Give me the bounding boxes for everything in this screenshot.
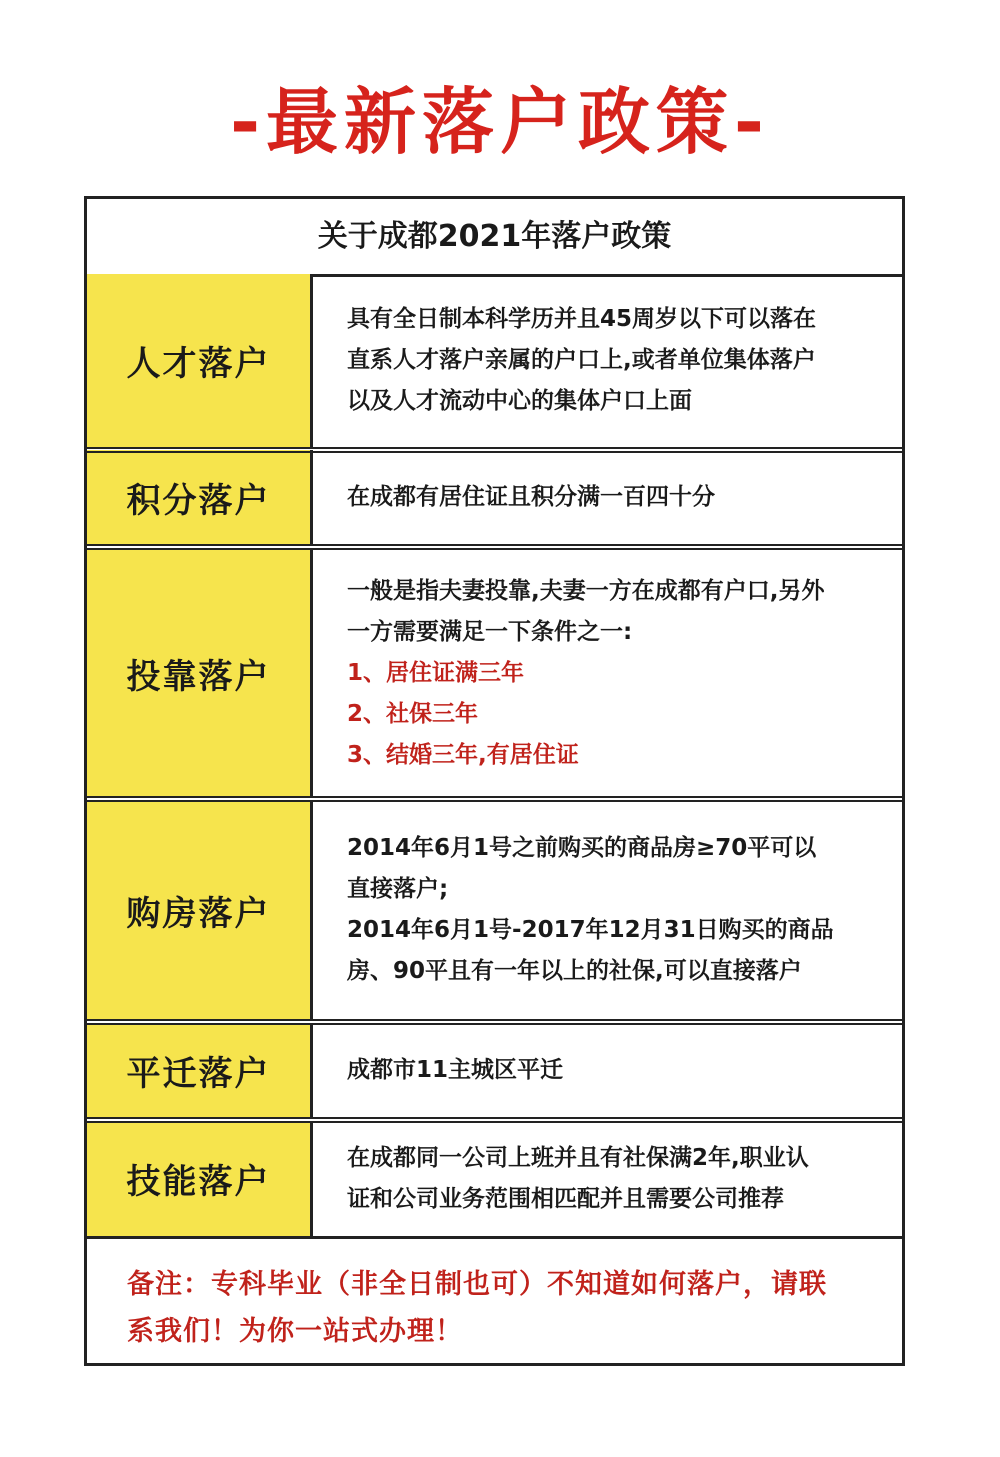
table-row (87, 274, 902, 447)
row-divider (87, 1019, 902, 1025)
row-content (313, 274, 902, 447)
headline: -最新落户政策- (230, 80, 770, 164)
content-line: 2014年6月1号-2017年12月31日购买的商品 (347, 917, 834, 943)
row-label: 投靠落户 (87, 549, 313, 797)
content-line: 一方需要满足一下条件之一: (347, 618, 633, 645)
content-line: 在成都同一公司上班并且有社保满2年,职业认 (347, 1144, 809, 1171)
row-content (313, 1121, 902, 1236)
table-row (87, 800, 902, 1020)
content-line: 一般是指夫妻投靠,夫妻一方在成都有户口,另外 (347, 577, 825, 604)
row-content (313, 549, 902, 797)
condition-item: 2、社保三年 (347, 700, 479, 727)
content-line: 直系人才落户亲属的户口上,或者单位集体落户 (347, 347, 816, 373)
remark-note (87, 1239, 902, 1363)
policy-table (84, 196, 905, 1366)
content-line: 在成都有居住证且积分满一百四十分 (347, 484, 715, 510)
table-row (87, 549, 902, 797)
row-divider (87, 796, 902, 802)
row-content (313, 800, 902, 1020)
content-line: 房、90平且有一年以上的社保,可以直接落户 (347, 958, 802, 984)
row-label: 积分落户 (87, 450, 313, 545)
row-divider (87, 544, 902, 550)
condition-item: 3、结婚三年,有居住证 (347, 741, 579, 768)
row-divider (87, 1117, 902, 1123)
content-line: 成都市11主城区平迁 (347, 1057, 564, 1083)
content-line: 证和公司业务范围相匹配并且需要公司推荐 (347, 1185, 784, 1212)
row-label: 平迁落户 (87, 1023, 313, 1118)
content-line: 具有全日制本科学历并且45周岁以下可以落在 (347, 306, 817, 332)
condition-item: 1、居住证满三年 (347, 659, 525, 686)
note-line: 系我们！为你一站式办理！ (127, 1316, 463, 1347)
content-line: 直接落户; (347, 876, 449, 902)
table-row (87, 1121, 902, 1236)
row-label: 购房落户 (87, 800, 313, 1020)
table-row (87, 450, 902, 545)
row-label: 人才落户 (87, 274, 313, 447)
row-content (313, 450, 902, 545)
row-content (313, 1023, 902, 1118)
row-label: 技能落户 (87, 1121, 313, 1236)
table-row (87, 1023, 902, 1118)
note-line: 备注：专科毕业（非全日制也可）不知道如何落户，请联 (127, 1269, 827, 1300)
table-title: 关于成都2021年落户政策 (87, 199, 902, 277)
content-line: 以及人才流动中心的集体户口上面 (347, 388, 692, 414)
content-line: 2014年6月1号之前购买的商品房≥70平可以 (347, 835, 817, 861)
row-divider (87, 447, 902, 453)
